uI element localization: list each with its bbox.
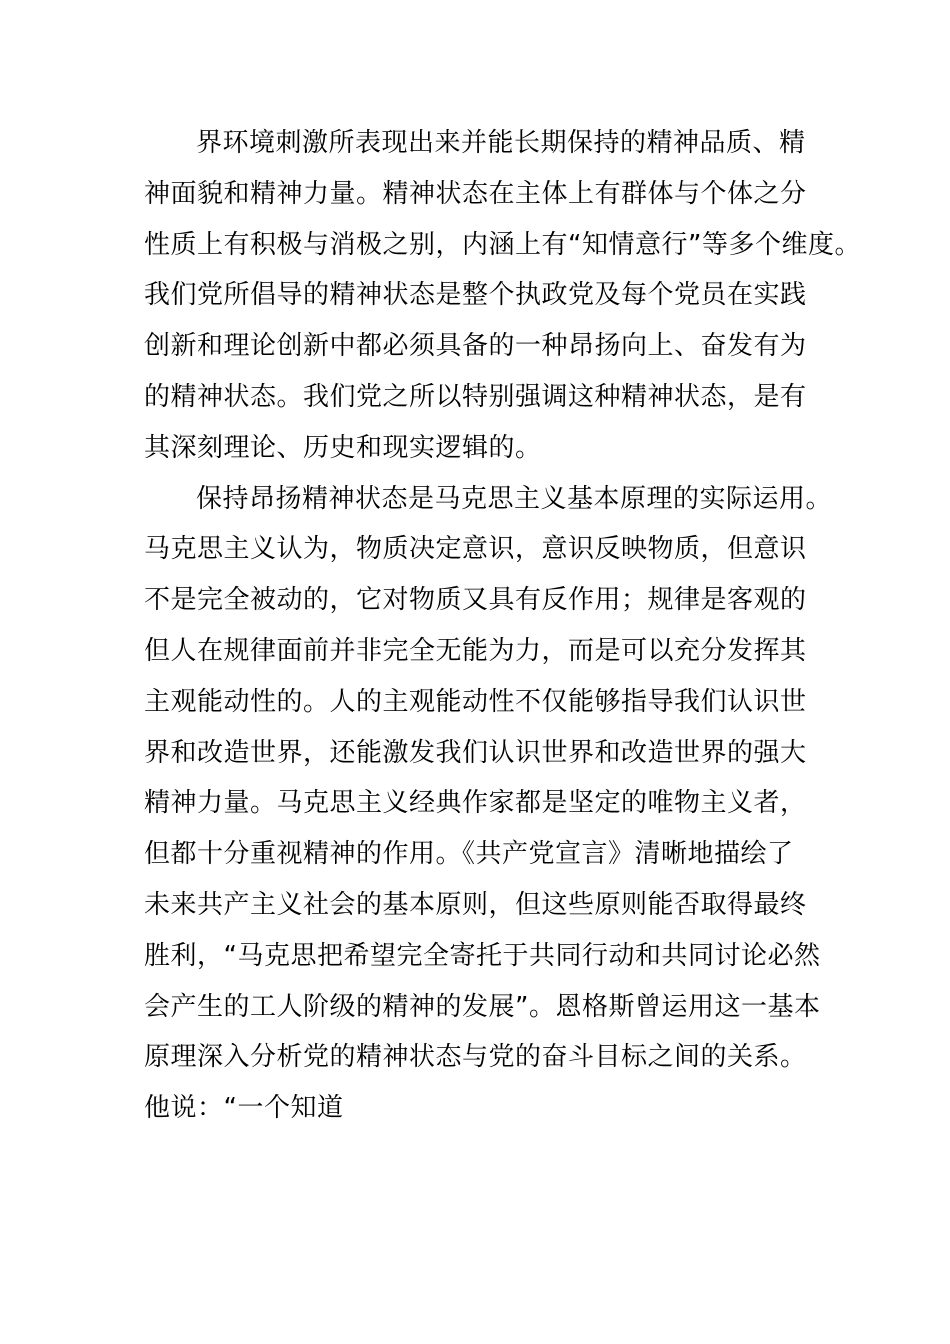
text-line: 我们党所倡导的精神状态是整个执政党及每个党员在实践 (144, 280, 807, 311)
text-line: 会产生的工人阶级的精神的发展”。恩格斯曾运用这一基本 (144, 991, 821, 1022)
text-line: 胜利，“马克思把希望完全寄托于共同行动和共同讨论必然 (144, 940, 821, 971)
text-line: 主观能动性的。人的主观能动性不仅能够指导我们认识世 (144, 686, 807, 717)
text-line: 神面貌和精神力量。精神状态在主体上有群体与个体之分 (144, 178, 807, 209)
text-line: 马克思主义认为，物质决定意识，意识反映物质，但意识 (144, 534, 807, 565)
text-line: 界环境刺激所表现出来并能长期保持的精神品质、精 (196, 128, 806, 158)
text-line: 但都十分重视精神的作用。《共产党宣言》清晰地描绘了 (144, 839, 794, 870)
text-line: 创新和理论创新中都必须具备的一种昂扬向上、奋发有为 (144, 331, 807, 362)
text-line: 他说：“一个知道 (144, 1093, 344, 1124)
text-line: 其深刻理论、历史和现实逻辑的。 (144, 432, 542, 463)
text-line: 精神力量。马克思主义经典作家都是坚定的唯物主义者， (144, 788, 807, 819)
text-line: 未来共产主义社会的基本原则，但这些原则能否取得最终 (144, 889, 807, 920)
document-body (144, 118, 861, 1134)
text-line: 性质上有积极与消极之别，内涵上有“知情意行”等多个维度。 (144, 229, 861, 260)
text-line: 原理深入分析党的精神状态与党的奋斗目标之间的关系。 (144, 1042, 807, 1073)
text-line: 不是完全被动的，它对物质又具有反作用；规律是客观的 (144, 585, 807, 616)
text-line: 界和改造世界，还能激发我们认识世界和改造世界的强大 (144, 737, 807, 768)
text-line: 的精神状态。我们党之所以特别强调这种精神状态，是有 (144, 381, 807, 412)
text-line: 保持昂扬精神状态是马克思主义基本原理的实际运用。 (196, 483, 833, 514)
text-line: 但人在规律面前并非完全无能为力，而是可以充分发挥其 (144, 635, 807, 666)
